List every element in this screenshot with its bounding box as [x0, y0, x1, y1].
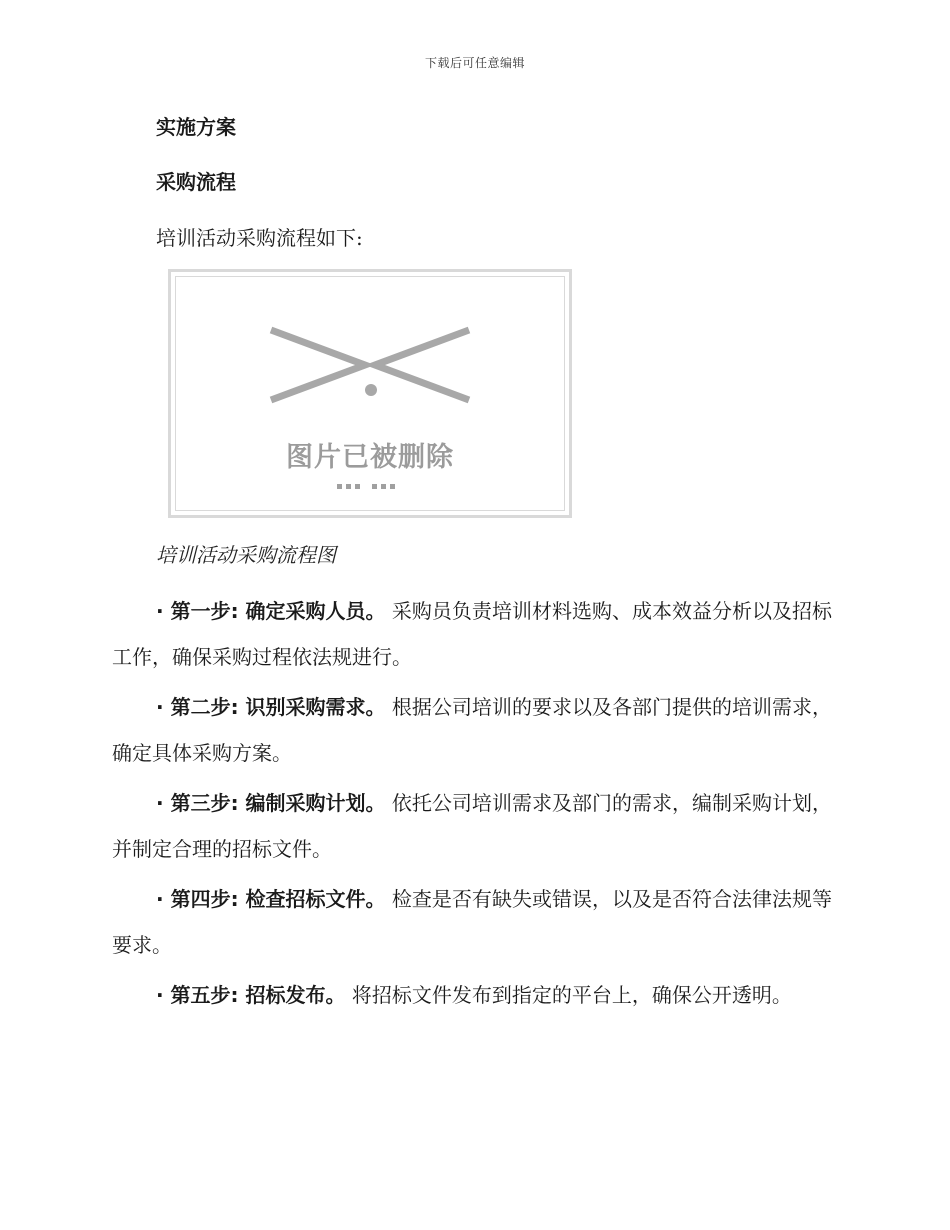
step-4 [112, 876, 832, 968]
step-5-label: · 第五步: 招标发布。 [156, 983, 346, 1007]
step-4-label: · 第四步: 检查招标文件。 [156, 887, 386, 911]
subsection-title: 采购流程 [156, 170, 236, 194]
deleted-image-icon [171, 272, 569, 515]
deleted-image-text: 图片已被删除 [286, 442, 454, 473]
step-3 [112, 780, 832, 872]
figure-caption: 培训活动采购流程图 [156, 543, 336, 567]
step-4-text: 检查是否有缺失或错误，以及是否符合法律法规等要求。 [112, 887, 832, 957]
step-1 [112, 588, 832, 680]
step-5 [112, 972, 832, 1018]
document-body [112, 110, 832, 1022]
section-title: 实施方案 [156, 115, 236, 139]
step-2-label: · 第二步: 识别采购需求。 [156, 695, 386, 719]
step-5-text: 将招标文件发布到指定的平台上，确保公开透明。 [345, 983, 792, 1007]
step-1-text: 采购员负责培训材料选购、成本效益分析以及招标工作，确保采购过程依法规进行。 [112, 599, 832, 669]
step-1-label: · 第一步: 确定采购人员。 [156, 599, 386, 623]
deleted-image-placeholder [168, 269, 572, 518]
page-header: 下载后可任意编辑 [424, 56, 525, 70]
step-2 [112, 684, 832, 776]
step-3-text: 依托公司培训需求及部门的需求，编制采购计划，并制定合理的招标文件。 [112, 791, 832, 861]
intro-paragraph: 培训活动采购流程如下: [156, 226, 363, 250]
step-2-text: 根据公司培训的要求以及各部门提供的培训需求，确定具体采购方案。 [112, 695, 832, 765]
step-3-label: · 第三步: 编制采购计划。 [156, 791, 386, 815]
